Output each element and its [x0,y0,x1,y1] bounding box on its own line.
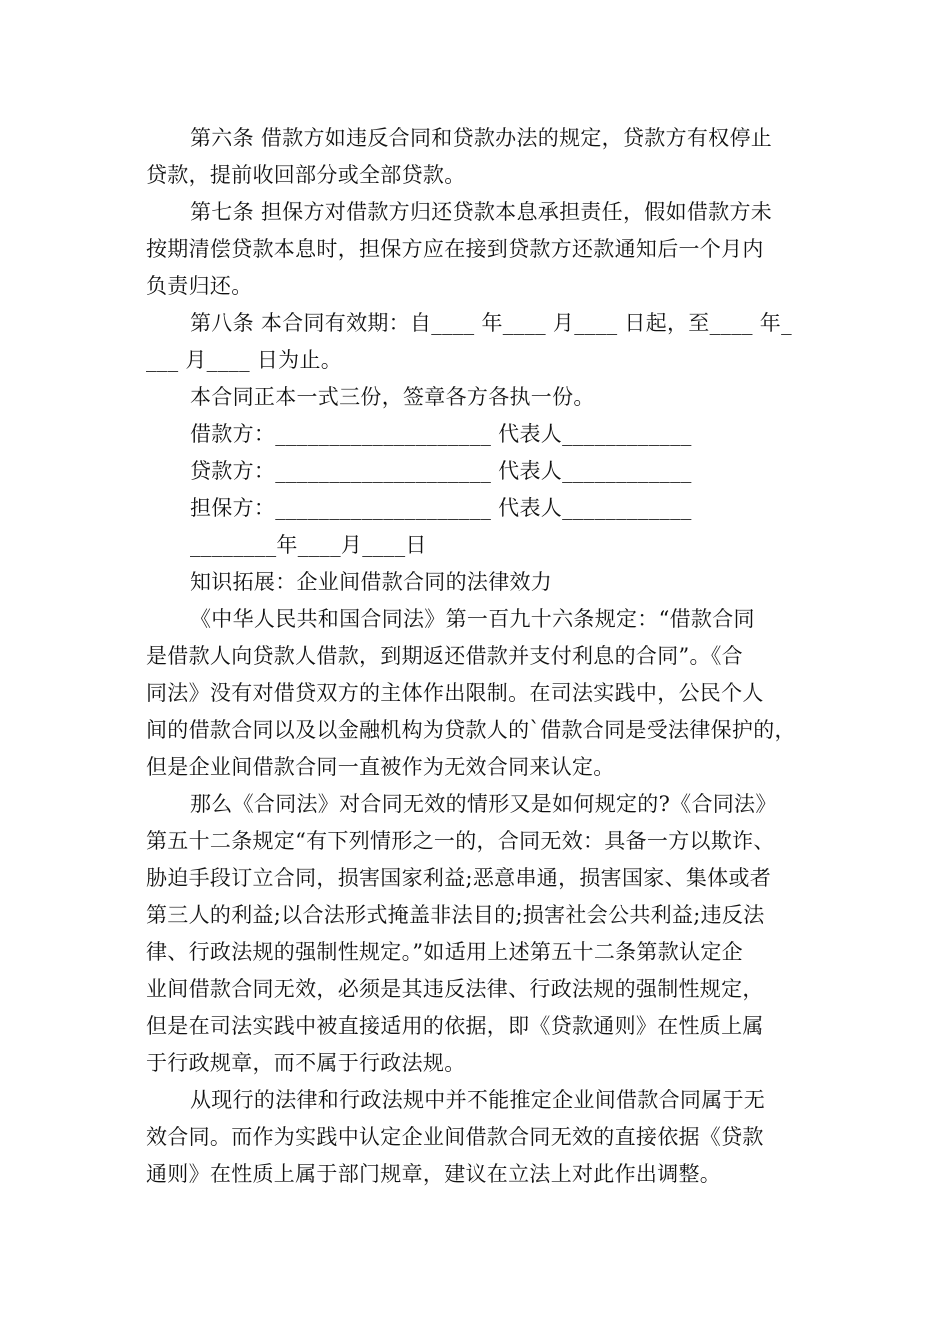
copies-clause: 本合同正本一式三份，签章各方各执一份。 [190,385,595,409]
article-8-line-2: ___ 月____ 日为止。 [146,348,343,372]
paragraph-2-line-5: 律、行政法规的强制性规定。”如适用上述第五十二条第款认定企 [146,940,743,964]
paragraph-1-line-3: 同法》没有对借贷双方的主体作出限制。在司法实践中，公民个人 [146,681,764,705]
date-line: ________年____月____日 [190,533,427,557]
article-8-line-1: 第八条 本合同有效期：自____ 年____ 月____ 日起，至____ 年_ [190,311,792,335]
paragraph-2-line-7: 但是在司法实践中被直接适用的依据，即《贷款通则》在性质上属 [146,1014,764,1038]
section-heading: 知识拓展：企业间借款合同的法律效力 [190,570,553,594]
paragraph-2-line-6: 业间借款合同无效，必须是其违反法律、行政法规的强制性规定， [146,977,764,1001]
lender-signature-line: 贷款方：____________________ 代表人____________ [190,459,692,483]
paragraph-2-line-8: 于行政规章，而不属于行政法规。 [146,1051,466,1075]
paragraph-3-line-3: 通则》在性质上属于部门规章，建议在立法上对此作出调整。 [146,1162,722,1186]
paragraph-3-line-1: 从现行的法律和行政法规中并不能推定企业间借款合同属于无 [190,1088,766,1112]
paragraph-2-line-3: 胁迫手段订立合同，损害国家利益;恶意串通，损害国家、集体或者 [146,866,772,890]
guarantor-signature-line: 担保方：____________________ 代表人____________ [190,496,692,520]
paragraph-1-line-2: 是借款人向贷款人借款，到期返还借款并支付利息的合同”。《合 [146,644,743,668]
paragraph-1-line-4: 间的借款合同以及以金融机构为贷款人的`借款合同是受法律保护的， [146,718,796,742]
borrower-signature-line: 借款方：____________________ 代表人____________ [190,422,692,446]
article-7-line-3: 负责归还。 [146,274,253,298]
article-7-line-2: 按期清偿贷款本息时，担保方应在接到贷款方还款通知后一个月内 [146,237,764,261]
paragraph-2-line-4: 第三人的利益;以合法形式掩盖非法目的;损害社会公共利益;违反法 [146,903,765,927]
paragraph-1-line-5: 但是企业间借款合同一直被作为无效合同来认定。 [146,755,615,779]
article-6-line-2: 贷款，提前收回部分或全部贷款。 [146,163,466,187]
article-6-line-1: 第六条 借款方如违反合同和贷款办法的规定，贷款方有权停止 [190,126,773,150]
paragraph-3-line-2: 效合同。而作为实践中认定企业间借款合同无效的直接依据《贷款 [146,1125,764,1149]
article-7-line-1: 第七条 担保方对借款方归还贷款本息承担责任，假如借款方未 [190,200,773,224]
paragraph-2-line-1: 那么《合同法》对合同无效的情形又是如何规定的?《合同法》 [190,792,777,816]
paragraph-2-line-2: 第五十二条规定“有下列情形之一的，合同无效：具备一方以欺诈、 [146,829,775,853]
paragraph-1-line-1: 《中华人民共和国合同法》第一百九十六条规定：“借款合同 [190,607,755,631]
